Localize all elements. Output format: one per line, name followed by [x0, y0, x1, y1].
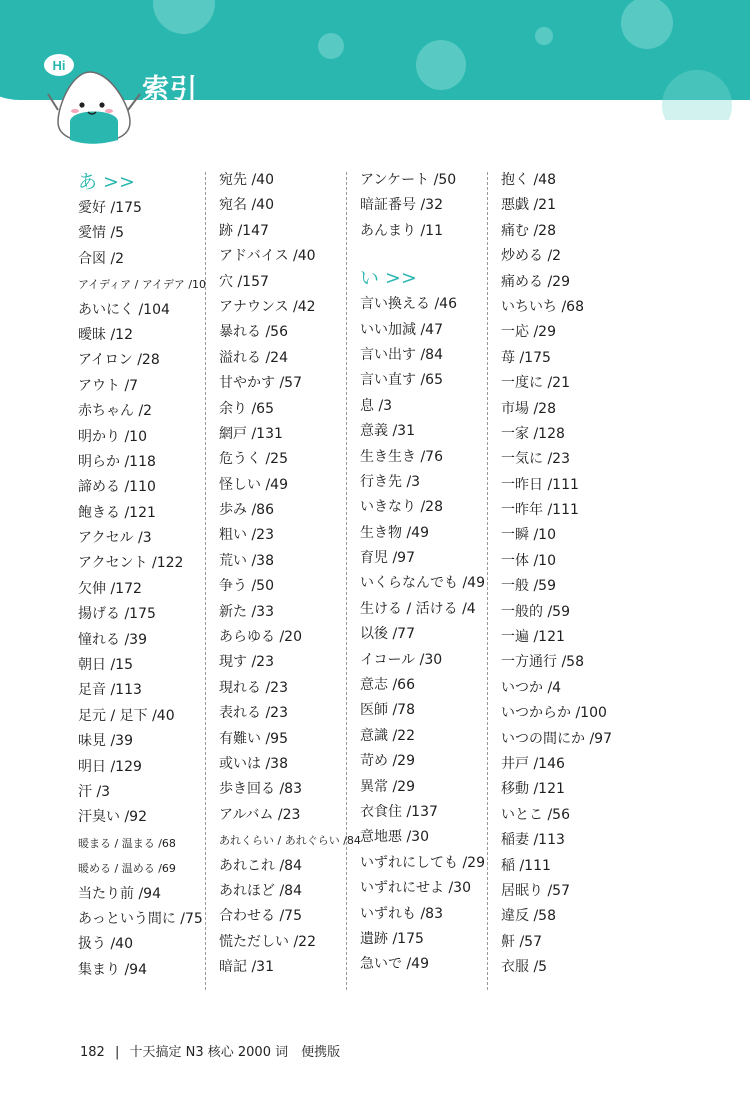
index-entry: 愛好 /175 — [78, 200, 142, 216]
index-entry: 移動 /121 — [501, 781, 565, 798]
index-entry: いつからか /100 — [501, 705, 607, 722]
mascot-badge-text: Hi — [52, 58, 66, 73]
section-gap — [360, 244, 495, 264]
index-entry: アルバム /23 — [219, 806, 301, 823]
index-entry: 一昨日 /111 — [501, 476, 579, 493]
index-column-2 — [219, 168, 361, 981]
index-entry: 鼾 /57 — [501, 933, 542, 950]
index-entry: 合図 /2 — [78, 250, 125, 267]
index-entry: 揚げる /175 — [78, 606, 156, 623]
page-title: 索引 — [142, 74, 198, 105]
index-entry: 一家 /128 — [501, 425, 565, 442]
index-entry: 足元 / 足下 /40 — [78, 707, 175, 724]
index-entry: 暗証番号 /32 — [360, 197, 443, 214]
index-entry: 苛め /29 — [360, 753, 415, 770]
index-entry: 慌ただしい /22 — [219, 933, 316, 950]
index-entry: アンケート /50 — [360, 172, 457, 188]
index-entry: 暖まる / 温まる /68 — [78, 836, 176, 850]
index-entry: 言い出す /84 — [360, 346, 443, 363]
index-entry: 暖める / 温める /69 — [78, 862, 176, 876]
index-entry: いとこ /56 — [501, 806, 570, 823]
index-entry: 足音 /113 — [78, 682, 142, 699]
index-entry: 宛先 /40 — [219, 172, 274, 188]
index-entry: 合わせる /75 — [219, 908, 302, 925]
rice-ball-mascot-icon — [40, 50, 150, 150]
index-entry: 生き生き /76 — [360, 448, 443, 465]
index-entry: 跡 /147 — [219, 222, 269, 239]
index-entry: 稲 /111 — [501, 857, 551, 874]
index-entry: 衣服 /5 — [501, 959, 548, 976]
index-entry: 飽きる /121 — [78, 504, 156, 521]
index-entry: 一体 /10 — [501, 552, 556, 569]
index-entry: 痛める /29 — [501, 273, 570, 290]
index-entry: いずれにしても /29 — [360, 854, 485, 871]
index-entry: 朝日 /15 — [78, 657, 133, 674]
index-entry: 異常 /29 — [360, 778, 415, 795]
index-entry: 網戸 /131 — [219, 425, 283, 442]
index-entry: アクセル /3 — [78, 530, 152, 547]
index-entry: 危うく /25 — [219, 451, 288, 468]
index-entry: イコール /30 — [360, 651, 443, 668]
index-entry: アドバイス /40 — [219, 248, 316, 265]
index-entry: 暗記 /31 — [219, 959, 274, 976]
index-entry: 赤ちゃん /2 — [78, 403, 153, 420]
index-entry: 生き物 /49 — [360, 524, 429, 541]
index-entry: 曖昧 /12 — [78, 326, 133, 343]
index-entry: 汗 /3 — [78, 783, 111, 800]
index-entry: 歩き回る /83 — [219, 781, 302, 798]
index-entry: 生ける / 活ける /4 — [360, 600, 476, 617]
index-entry: 抱く /48 — [501, 172, 556, 188]
index-entry: 欠伸 /172 — [78, 580, 142, 597]
index-entry: 現す /23 — [219, 654, 274, 671]
index-entry: 苺 /175 — [501, 349, 551, 366]
index-entry: 行き先 /3 — [360, 473, 421, 490]
index-entry: 違反 /58 — [501, 908, 556, 925]
index-entry: 育児 /97 — [360, 550, 415, 567]
index-entry: 炒める /2 — [501, 248, 562, 265]
index-entry: 一般的 /59 — [501, 603, 570, 620]
index-entry: 以後 /77 — [360, 626, 415, 643]
index-entry: アイディア / アイデア /10 — [78, 278, 207, 292]
index-entry: いい加減 /47 — [360, 321, 443, 338]
index-entry: いずれも /83 — [360, 905, 443, 922]
index-entry: 粗い /23 — [219, 527, 274, 544]
index-entry: 扱う /40 — [78, 936, 133, 953]
section-heading: あ >> — [78, 171, 135, 193]
index-entry: 衣食住 /137 — [360, 803, 438, 820]
book-title: 十天搞定 N3 核心 2000 词 便携版 — [129, 1045, 341, 1060]
index-entry: いずれにせよ /30 — [360, 880, 471, 897]
index-entry: 言い換える /46 — [360, 296, 457, 313]
index-entry: アイロン /28 — [78, 352, 160, 369]
index-entry: あれほど /84 — [219, 882, 302, 899]
index-entry: 溢れる /24 — [219, 349, 288, 366]
index-entry: 一般 /59 — [501, 578, 556, 595]
index-entry: 甘やかす /57 — [219, 375, 302, 392]
index-entry: 一方通行 /58 — [501, 654, 584, 671]
index-entry: 稲妻 /113 — [501, 832, 565, 849]
index-entry: アナウンス /42 — [219, 298, 316, 315]
index-entry: あれこれ /84 — [219, 857, 302, 874]
index-entry: あれくらい / あれぐらい /84 — [219, 834, 361, 848]
index-entry: 味見 /39 — [78, 733, 133, 750]
footer-divider: | — [114, 1045, 120, 1060]
index-entry: 現れる /23 — [219, 679, 288, 696]
index-column-4 — [501, 168, 636, 981]
bubble-decoration — [416, 40, 466, 90]
index-entry: 医師 /78 — [360, 702, 415, 719]
index-entry: 宛名 /40 — [219, 197, 274, 214]
index-entry: あんまり /11 — [360, 222, 443, 239]
index-entry: 余り /65 — [219, 400, 274, 417]
index-entry: いつの間にか /97 — [501, 730, 612, 747]
index-entry: 意地悪 /30 — [360, 829, 429, 846]
index-entry: 悪戯 /21 — [501, 197, 556, 214]
index-entry: 井戸 /146 — [501, 755, 565, 772]
index-entry: いつか /4 — [501, 679, 562, 696]
index-entry: 争う /50 — [219, 578, 274, 595]
index-entry: 急いで /49 — [360, 956, 429, 973]
index-entry: 一度に /21 — [501, 375, 570, 392]
index-entry: 愛情 /5 — [78, 225, 125, 242]
index-entry: 怪しい /49 — [219, 476, 288, 493]
index-entry: 新た /33 — [219, 603, 274, 620]
index-entry: 穴 /157 — [219, 273, 269, 290]
index-entry: 明らか /118 — [78, 453, 156, 470]
index-entry: 市場 /28 — [501, 400, 556, 417]
index-entry: 一応 /29 — [501, 324, 556, 341]
index-entry: 息 /3 — [360, 397, 393, 414]
index-entry: あらゆる /20 — [219, 629, 302, 646]
index-column-3 — [360, 168, 495, 978]
index-entry: 汗臭い /92 — [78, 809, 147, 826]
index-entry: 意識 /22 — [360, 727, 415, 744]
page-footer — [80, 1041, 340, 1060]
index-entry: 居眠り /57 — [501, 882, 570, 899]
index-entry: いくらなんでも /49 — [360, 575, 485, 592]
index-entry: いちいち /68 — [501, 298, 584, 315]
bubble-decoration — [535, 27, 553, 45]
index-entry: 荒い /38 — [219, 552, 274, 569]
index-entry: 一瞬 /10 — [501, 527, 556, 544]
index-column-1 — [78, 168, 213, 983]
index-entry: いきなり /28 — [360, 499, 443, 516]
index-entry: あっという間に /75 — [78, 910, 203, 927]
index-entry: 有難い /95 — [219, 730, 288, 747]
section-heading: い >> — [360, 267, 417, 290]
index-entry: 意志 /66 — [360, 677, 415, 694]
index-entry: 遺跡 /175 — [360, 930, 424, 947]
index-entry: あいにく /104 — [78, 301, 170, 318]
index-entry: 痛む /28 — [501, 222, 556, 239]
index-entry: アウト /7 — [78, 377, 139, 394]
index-entry: 明日 /129 — [78, 758, 142, 775]
index-entry: 或いは /38 — [219, 755, 288, 772]
index-entry: 言い直す /65 — [360, 372, 443, 389]
index-entry: 当たり前 /94 — [78, 885, 161, 902]
bubble-decoration — [318, 33, 344, 59]
index-entry: 一昨年 /111 — [501, 502, 579, 519]
index-entry: 意義 /31 — [360, 423, 415, 440]
index-entry: 諦める /110 — [78, 479, 156, 496]
index-entry: 明かり /10 — [78, 428, 147, 445]
index-entry: 集まり /94 — [78, 961, 147, 978]
index-entry: アクセント /122 — [78, 555, 184, 572]
index-entry: 歩み /86 — [219, 502, 274, 519]
index-entry: 憧れる /39 — [78, 631, 147, 648]
index-entry: 表れる /23 — [219, 705, 288, 722]
index-entry: 暴れる /56 — [219, 324, 288, 341]
page-number: 182 — [80, 1045, 105, 1060]
index-entry: 一遍 /121 — [501, 629, 565, 646]
index-entry: 一気に /23 — [501, 451, 570, 468]
